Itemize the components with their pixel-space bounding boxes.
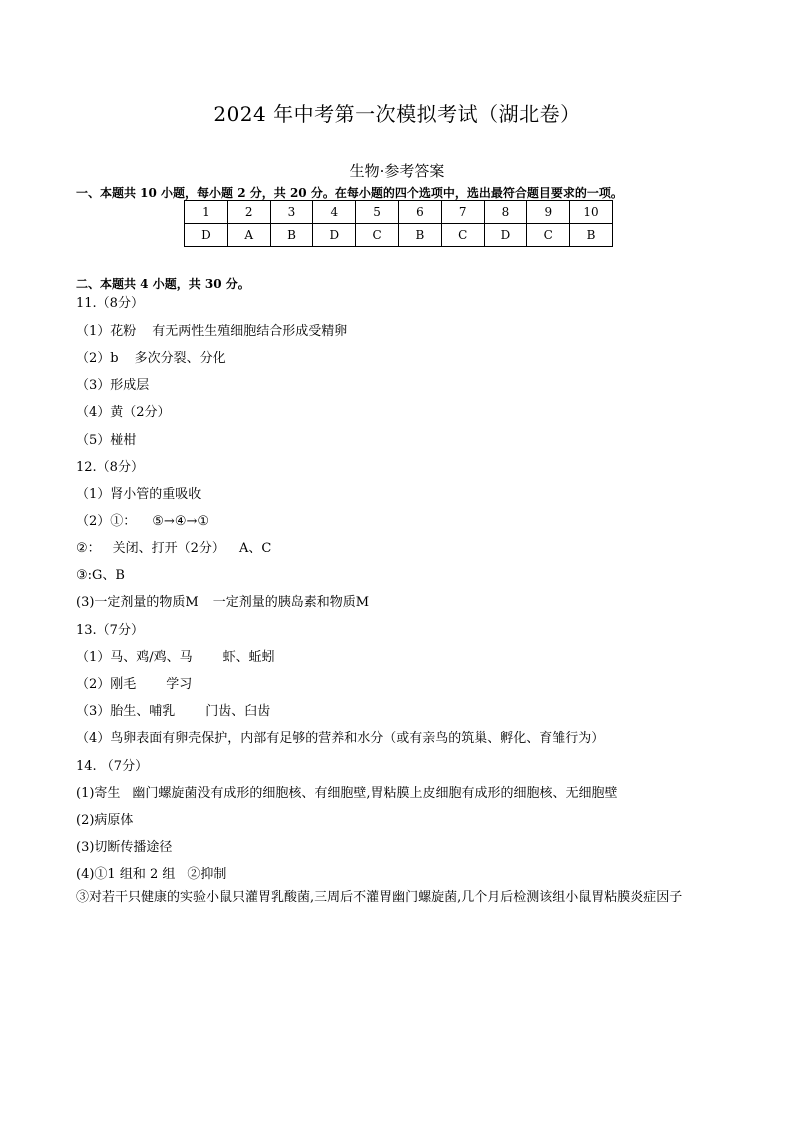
answer-cell: B [570,224,613,247]
q14-answer-4 [76,863,226,882]
question-number-cell: 8 [484,201,527,224]
q13-answer-4: （4）鸟卵表面有卵壳保护，内部有足够的营养和水分（或有亲鸟的筑巢、孵化、育雏行为） [76,731,605,746]
q12-answer-2-part2: ⑤→④→① [152,514,210,529]
question-number-cell: 2 [227,201,270,224]
q12-answer-2-part1: （2）①： [76,514,137,529]
page-subtitle: 生物·参考答案 [349,162,445,180]
q12-answer-3-part2: 关闭、打开（2分） [112,541,225,556]
question-number-cell: 7 [441,201,484,224]
q14-answer-1-part2: 幽门螺旋菌没有成形的细胞核、有细胞壁,胃粘膜上皮细胞有成形的细胞核、无细胞壁 [132,786,618,801]
q12-answer-5 [76,591,369,610]
q12-answer-2 [76,510,209,529]
question-number-cell: 3 [270,201,313,224]
q11-answer-1-part2: 有无两性生殖细胞结合形成受精卵 [152,324,348,339]
question-number-cell: 4 [313,201,356,224]
answer-cell: B [270,224,313,247]
q12-answer-5-part1: (3)一定剂量的物质M [76,595,199,610]
q13-answer-3-part2: 门齿、臼齿 [205,704,271,719]
q14-answer-1-part1: (1)寄生 [76,786,121,801]
q11-answer-4: （4）黄（2分） [76,405,171,420]
q12-answer-3-part3: A、C [238,541,272,556]
answer-cell: B [398,224,441,247]
question-number-cell: 6 [398,201,441,224]
q11-answer-2-part2: 多次分裂、分化 [134,351,226,366]
q14-answer-4-part2: ②抑制 [187,867,227,882]
answer-cell: D [185,224,228,247]
q13-header: 13.（7分） [76,623,144,638]
q14-answer-2: (2)病原体 [76,813,134,828]
q13-answer-2 [76,673,192,692]
q11-answer-1-part1: （1）花粉 [76,324,137,339]
q13-answer-1-part1: （1）马、鸡/鸡、马 [76,650,193,665]
answer-cell: C [527,224,570,247]
q11-answer-2-part1: （2）b [76,351,119,366]
q11-answer-2 [76,347,226,366]
q13-answer-2-part1: （2）刚毛 [76,677,137,692]
question-number-cell: 1 [185,201,228,224]
answer-cell: A [227,224,270,247]
q11-header: 11.（8分） [76,296,144,311]
answer-cell: C [356,224,399,247]
q12-header: 12.（8分） [76,460,144,475]
q13-answer-2-part2: 学习 [166,677,193,692]
q12-answer-4: ③:G、B [76,568,125,583]
page-title: 2024 年中考第一次模拟考试（湖北卷） [213,102,581,126]
q11-answer-5: （5）椪柑 [76,433,137,448]
question-number-cell: 9 [527,201,570,224]
question-number-cell: 10 [570,201,613,224]
q12-answer-3 [76,537,271,556]
q14-header: 14. （7分） [76,759,149,774]
question-number-cell: 5 [356,201,399,224]
q14-answer-1 [76,782,618,801]
q11-answer-3: （3）形成层 [76,378,150,393]
q13-answer-3 [76,700,270,719]
answer-cell: D [484,224,527,247]
q12-answer-5-part2: 一定剂量的胰岛素和物质M [212,595,370,610]
q12-answer-3-part1: ②： [76,541,101,556]
q13-answer-3-part1: （3）胎生、哺乳 [76,704,176,719]
answer-table-number-row [185,201,613,224]
section1-heading: 一、本题共 10 小题，每小题 2 分，共 20 分。在每小题的四个选项中，选出最符合题目要求的一项。 [76,186,623,200]
q13-answer-1-part2: 虾、蚯蚓 [222,650,275,665]
section2-heading: 二、本题共 4 小题，共 30 分。 [76,277,250,291]
answer-cell: C [441,224,484,247]
answer-table [184,200,613,247]
q14-answer-3: (3)切断传播途径 [76,840,173,855]
answer-table-answer-row [185,224,613,247]
q12-answer-1: （1）肾小管的重吸收 [76,487,202,502]
q14-answer-4-part1: (4)①1 组和 2 组 [76,867,176,882]
q11-answer-1 [76,320,347,339]
answer-cell: D [313,224,356,247]
q14-answer-5: ③对若干只健康的实验小鼠只灌胃乳酸菌,三周后不灌胃幽门螺旋菌,几个月后检测该组小鼠胃粘膜炎症因子 [76,890,683,905]
q13-answer-1 [76,646,275,665]
